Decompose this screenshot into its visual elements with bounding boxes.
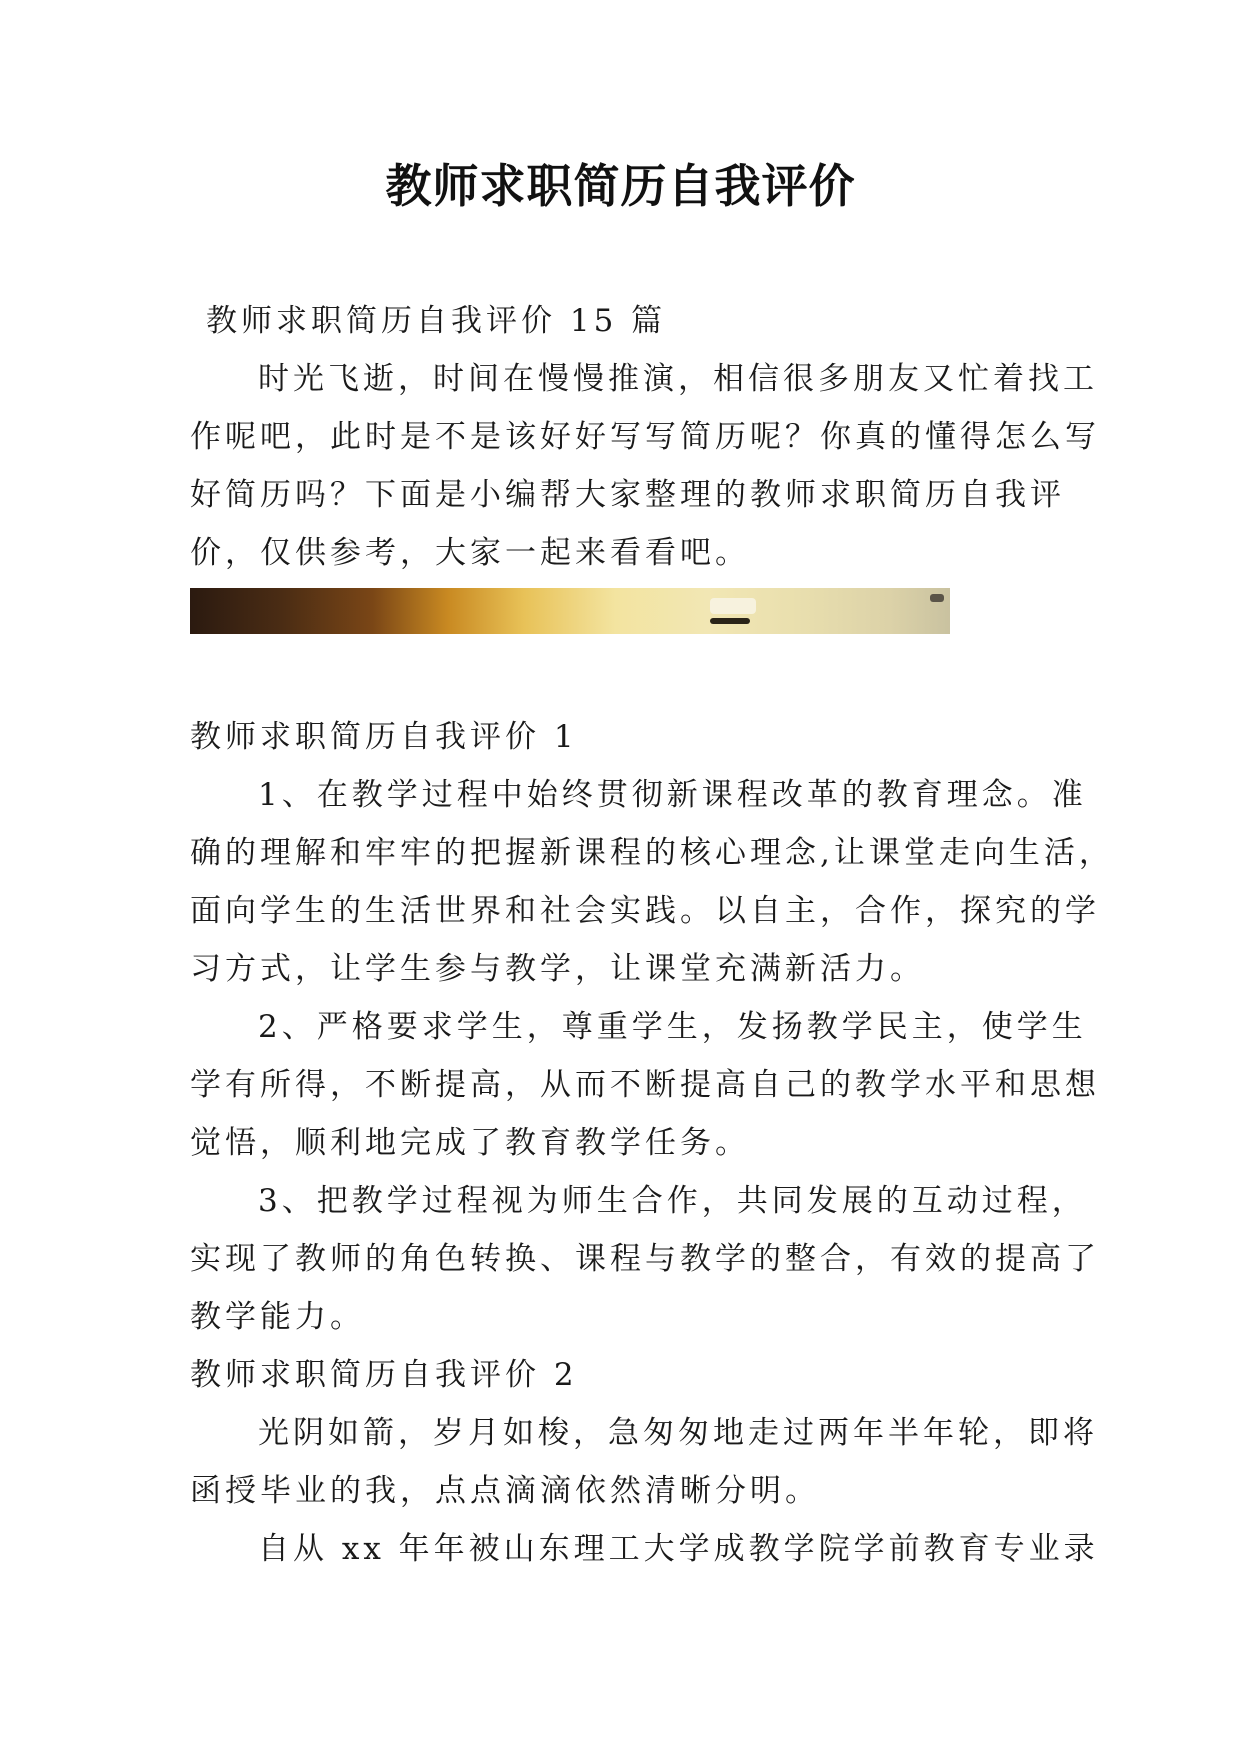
paragraph-line: 实现了教师的角色转换、课程与教学的整合，有效的提高了 [190, 1241, 1100, 1277]
document-title: 教师求职简历自我评价 [385, 159, 856, 213]
intro-line: 好简历吗？下面是小编帮大家整理的教师求职简历自我评 [190, 477, 1065, 513]
banner-image [190, 588, 950, 634]
intro-line: 时光飞逝，时间在慢慢推演，相信很多朋友又忙着找工 [258, 361, 1098, 397]
paragraph-line: 觉悟，顺利地完成了教育教学任务。 [190, 1125, 750, 1161]
document-body [190, 292, 1114, 1578]
paragraph-line: 光阴如箭，岁月如梭，急匆匆地走过两年半年轮，即将 [258, 1415, 1098, 1451]
paragraph-line: 函授毕业的我，点点滴滴依然清晰分明。 [190, 1473, 820, 1509]
paragraph-line: 面向学生的生活世界和社会实践。以自主，合作，探究的学 [190, 893, 1100, 929]
paragraph-line: 学有所得，不断提高，从而不断提高自己的教学水平和思想 [190, 1067, 1100, 1103]
section-heading-1: 教师求职简历自我评价 1 [190, 719, 578, 755]
paragraph-line: 教学能力。 [190, 1299, 365, 1335]
intro-line: 作呢吧，此时是不是该好好写写简历呢？你真的懂得怎么写 [190, 419, 1100, 455]
document-subtitle: 教师求职简历自我评价 15 篇 [206, 303, 667, 339]
paragraph-line: 3、把教学过程视为师生合作，共同发展的互动过程， [258, 1183, 1087, 1219]
paragraph-line: 自从 xx 年年被山东理工大学成教学院学前教育专业录 [258, 1531, 1099, 1567]
paragraph-line: 2、严格要求学生，尊重学生，发扬教学民主，使学生 [258, 1009, 1087, 1045]
paragraph-line: 习方式，让学生参与教学，让课堂充满新活力。 [190, 951, 925, 987]
paragraph-line: 确的理解和牢牢的把握新课程的核心理念,让课堂走向生活， [190, 835, 1114, 871]
paragraph-line: 1、在教学过程中始终贯彻新课程改革的教育理念。准 [258, 777, 1087, 813]
section-heading-2: 教师求职简历自我评价 2 [190, 1357, 578, 1393]
intro-line: 价，仅供参考，大家一起来看看吧。 [190, 535, 750, 571]
